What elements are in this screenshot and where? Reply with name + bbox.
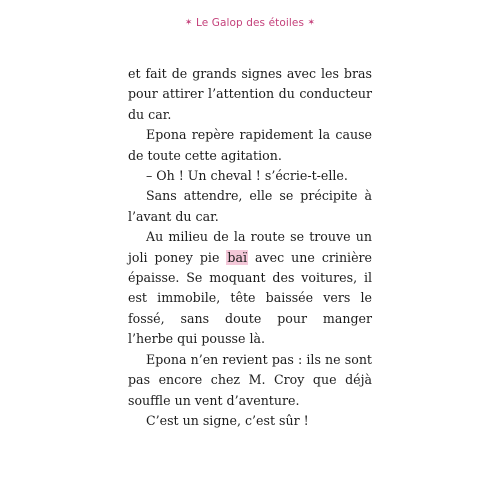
star-ornament-icon: ✶ <box>307 18 316 28</box>
paragraph: Epona repère rapidement la cause de toute cette agitation. <box>128 127 372 163</box>
paragraph-text-after: avec une crinière épaisse. Se moquant des voitures, il est immobile, tête baissée vers le fossé, sans doute pour manger l’herbe qui pousse là. <box>128 249 373 347</box>
book-title: Le Galop des étoiles <box>195 17 305 29</box>
paragraph <box>128 227 372 349</box>
body-text <box>128 64 372 431</box>
paragraph: Epona n’en revient pas : ils ne sont pas encore chez M. Croy que déjà souffle un vent d’aventure. <box>128 351 372 408</box>
paragraph: et fait de grands signes avec les bras pour attirer l’attention du conducteur du car. <box>128 66 372 122</box>
running-header <box>0 17 500 29</box>
paragraph: C’est un signe, c’est sûr ! <box>146 412 309 428</box>
paragraph-text-before: Au milieu de la route se trouve un joli poney pie <box>128 229 372 265</box>
paragraph: Sans attendre, elle se précipite à l’avant du car. <box>128 188 372 224</box>
paragraph: – Oh ! Un cheval ! s’écrie-t-elle. <box>146 168 348 184</box>
star-ornament-icon: ✶ <box>184 18 193 28</box>
highlighted-word: baï <box>227 249 248 265</box>
